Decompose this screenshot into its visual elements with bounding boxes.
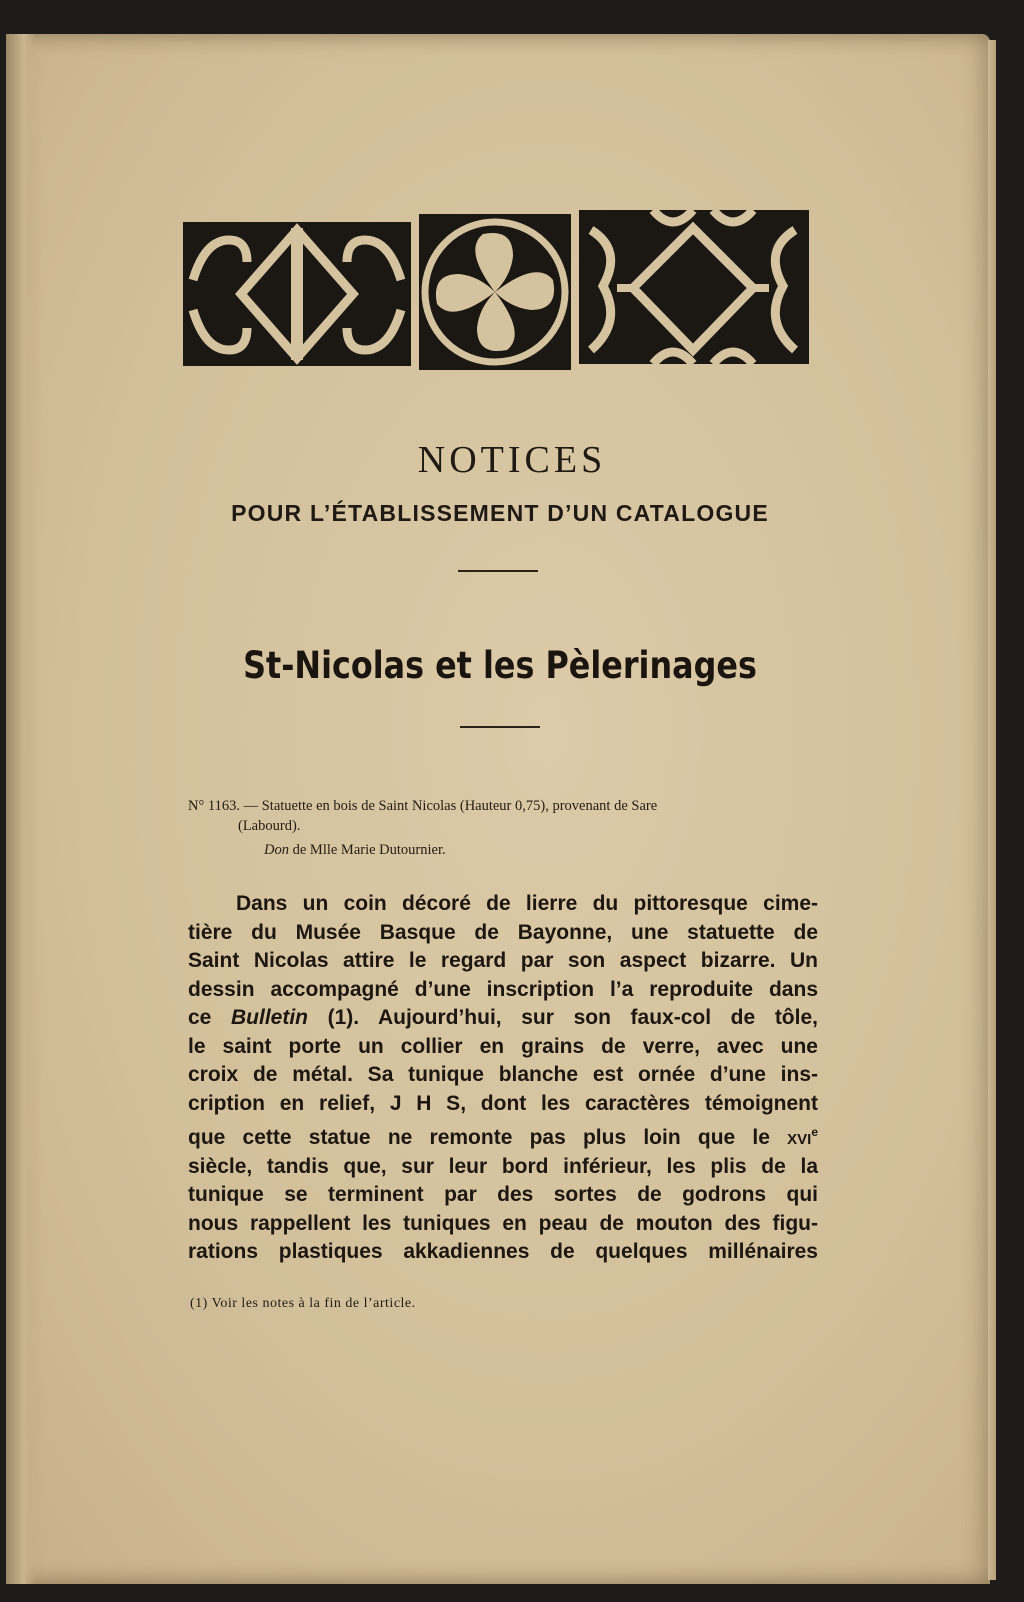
body-line: siècle, tandis que, sur leur bord inférieur, les plis de la — [188, 1154, 818, 1178]
body-line: dessin accompagné d’une inscription l’a reproduite dans — [188, 977, 818, 1001]
body-line — [188, 1118, 818, 1153]
body-line: croix de métal. Sa tunique blanche est ornée d’une ins- — [188, 1063, 818, 1086]
donation-text: de Mlle Marie Dutournier. — [288, 842, 446, 858]
divider — [458, 570, 538, 572]
body-line: nous rappellent les tuniques en peau de mouton des figu- — [188, 1211, 818, 1235]
lauburu-ornament-icon — [183, 210, 813, 372]
page-edge — [988, 40, 996, 1580]
body-text-segment: que cette statue ne remonte pas plus loin que le — [188, 1126, 788, 1149]
footnote: (1) Voir les notes à la fin de l’article. — [190, 1296, 416, 1311]
body-line: tunique se terminent par des sortes de godrons qui — [188, 1183, 818, 1206]
body-line: cription en relief, J H S, dont les caractères témoignent — [188, 1091, 818, 1115]
body-line: rations plastiques akkadiennes de quelques millénaires — [188, 1240, 818, 1263]
divider — [460, 726, 540, 728]
book-gutter — [6, 34, 36, 1584]
donation-prefix: Don — [264, 842, 289, 858]
bulletin-italic: Bulletin — [231, 1006, 308, 1029]
body-line: le saint porte un collier en grains de verre, avec une — [188, 1034, 818, 1058]
donation-line — [188, 840, 818, 860]
body-text-segment: (1). Aujourd’hui, sur son faux-col de tôle, — [308, 1006, 818, 1029]
article-heading: St-Nicolas et les Pèlerinages — [243, 644, 757, 687]
notices-title: NOTICES — [417, 439, 607, 481]
body-line: Dans un coin décoré de lierre du pittoresque cime- — [236, 892, 818, 915]
catalogue-subtitle: POUR L’ÉTABLISSEMENT D’UN CATALOGUE — [231, 500, 769, 526]
article-body — [188, 890, 818, 1267]
entry-line: (Labourd). — [238, 818, 301, 834]
superscript: e — [811, 1125, 818, 1139]
body-text-segment: ce — [188, 1006, 231, 1029]
entry-line: N° 1163. — Statuette en bois de Saint Nicolas (Hauteur 0,75), provenant de Sare — [188, 798, 658, 814]
body-line — [188, 1004, 818, 1033]
body-line: tière du Musée Basque de Bayonne, une statuette de — [188, 920, 818, 944]
catalogue-entry — [188, 796, 818, 860]
century-numeral: xvi — [787, 1126, 812, 1149]
body-line: Saint Nicolas attire le regard par son aspect bizarre. Un — [188, 949, 818, 972]
